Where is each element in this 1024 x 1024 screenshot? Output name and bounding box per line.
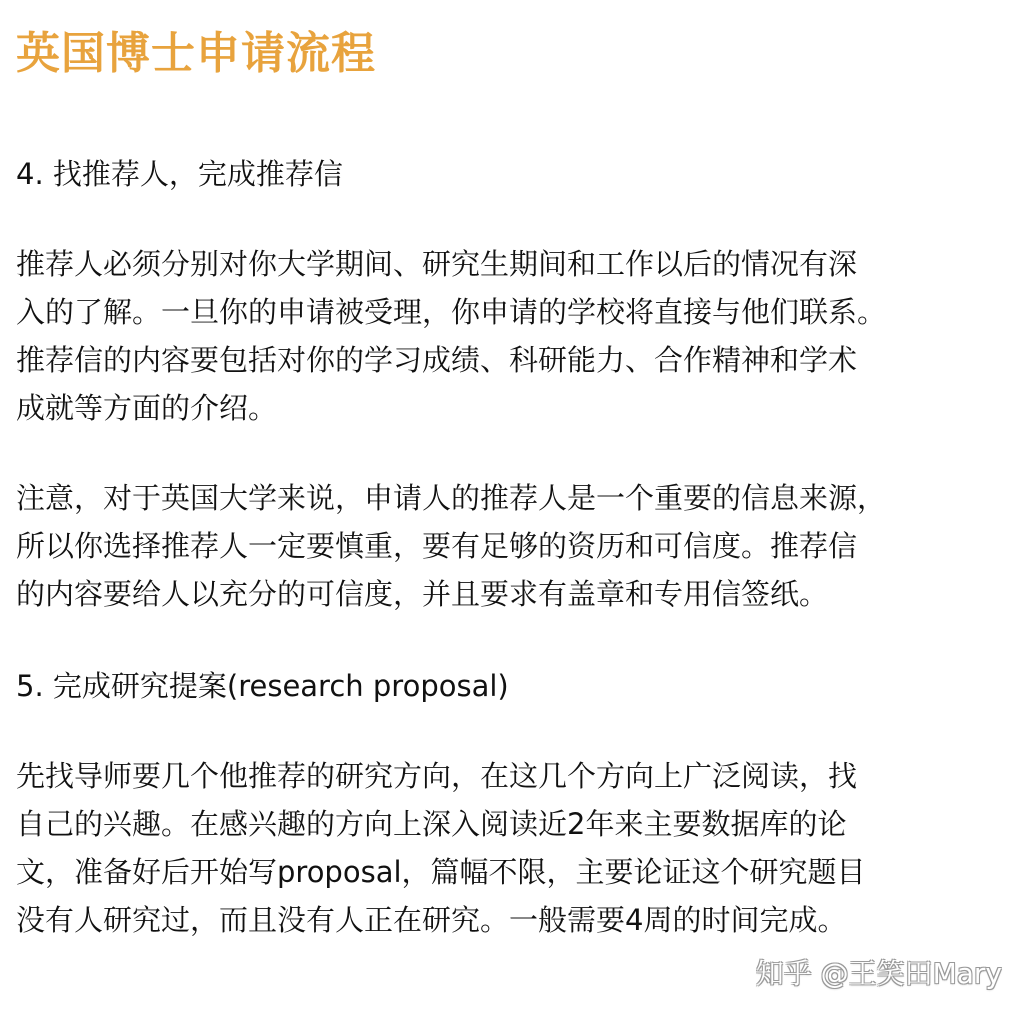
section-4-para-1-line-4: 成就等方面的介绍。 (16, 391, 278, 425)
section-5-para-1-line-4: 没有人研究过，而且没有人正在研究。一般需要4周的时间完成。 (16, 903, 847, 937)
section-5-heading: 5. 完成研究提案(research proposal) (16, 669, 509, 703)
page-title: 英国博士申请流程 (16, 28, 376, 79)
section-5-para-1-line-1: 先找导师要几个他推荐的研究方向，在这几个方向上广泛阅读，找 (16, 759, 858, 793)
section-5-para-1-line-2: 自己的兴趣。在感兴趣的方向上深入阅读近2年来主要数据库的论 (16, 807, 847, 841)
section-4-para-2-line-1: 注意，对于英国大学来说，申请人的推荐人是一个重要的信息来源， (16, 481, 887, 515)
section-4-para-2-line-2: 所以你选择推荐人一定要慎重，要有足够的资历和可信度。推荐信 (16, 529, 858, 563)
section-4-para-1-line-3: 推荐信的内容要包括对你的学习成绩、科研能力、合作精神和学术 (16, 343, 858, 377)
section-5-para-1-line-3: 文，准备好后开始写proposal，篇幅不限，主要论证这个研究题目 (16, 855, 866, 889)
section-4-heading: 4. 找推荐人，完成推荐信 (16, 157, 343, 191)
zhihu-watermark: 知乎 @王笑田Mary (755, 957, 1002, 990)
section-4-para-2-line-3: 的内容要给人以充分的可信度，并且要求有盖章和专用信签纸。 (16, 577, 829, 611)
section-4-para-1-line-2: 入的了解。一旦你的申请被受理，你申请的学校将直接与他们联系。 (16, 295, 887, 329)
section-4-para-1-line-1: 推荐人必须分别对你大学期间、研究生期间和工作以后的情况有深 (16, 247, 858, 281)
